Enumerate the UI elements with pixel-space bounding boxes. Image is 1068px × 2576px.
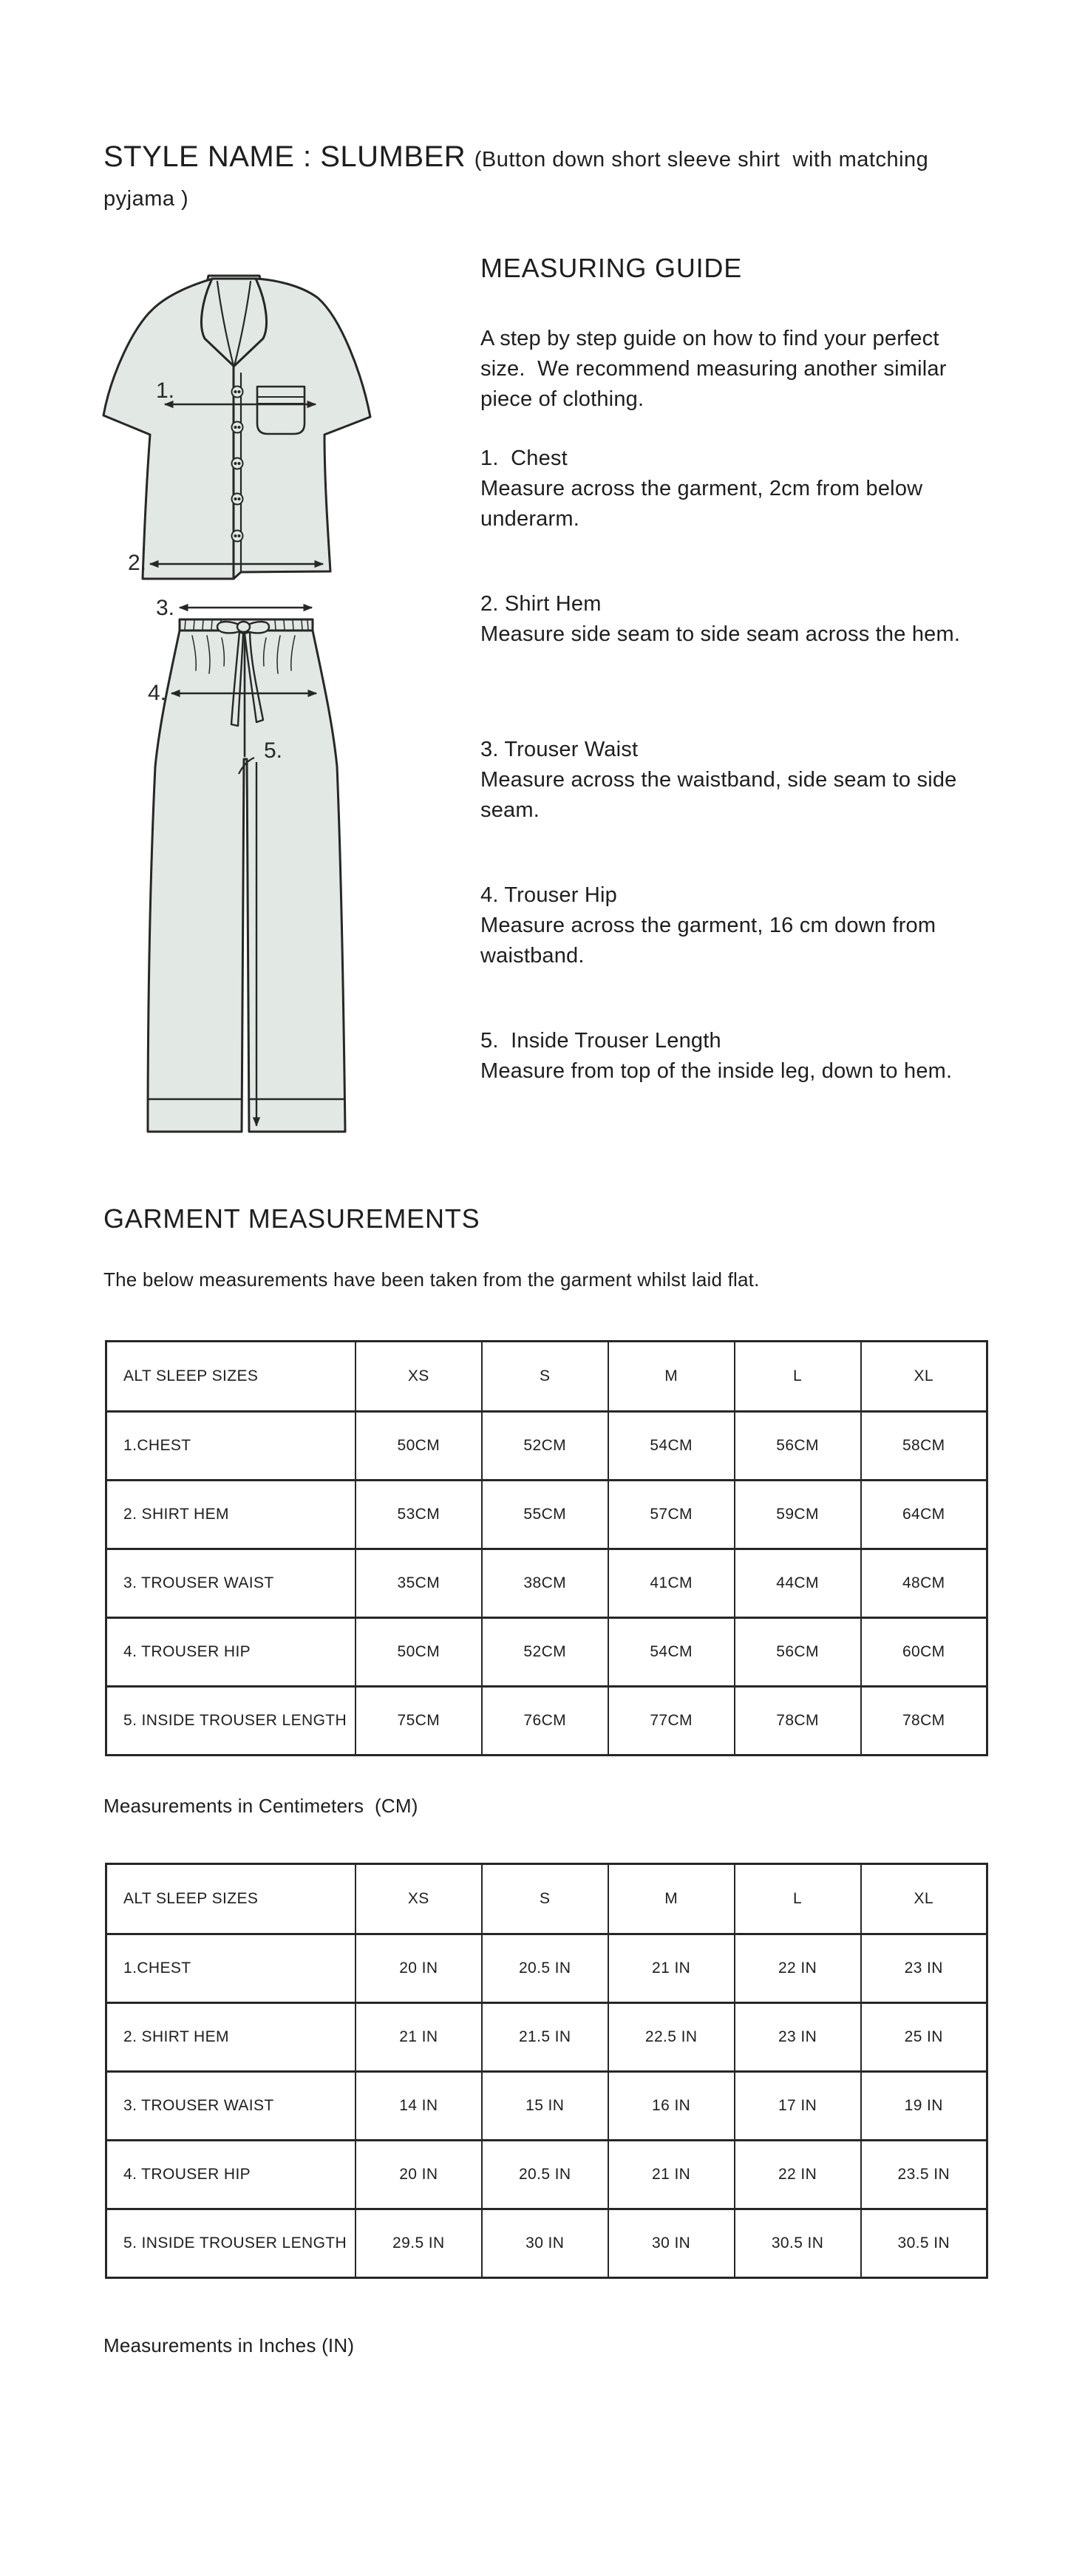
value-cell: 30.5 IN — [861, 2209, 987, 2278]
measuring-step-inside-trouser-length — [480, 1026, 968, 1087]
garment-measurements-intro: The below measurements have been taken from the garment whilst laid flat. — [103, 1268, 760, 1291]
step-title: 2. Shirt Hem — [480, 592, 602, 616]
step-description: Measure side seam to side seam across the hem. — [480, 622, 961, 647]
value-cell: 56CM — [735, 1412, 861, 1481]
header-cell-xl: XL — [861, 1864, 987, 1934]
table-row — [106, 1934, 987, 2003]
value-cell: 59CM — [735, 1481, 861, 1549]
garment-measurements-heading: GARMENT MEASUREMENTS — [103, 1203, 480, 1234]
value-cell: 50CM — [356, 1412, 482, 1481]
page-title — [103, 137, 987, 216]
value-cell: 20 IN — [356, 1934, 482, 2003]
row-label-cell: 4. TROUSER HIP — [106, 1618, 356, 1687]
header-cell-xl: XL — [861, 1342, 987, 1412]
measuring-step-chest — [480, 444, 968, 535]
cm-measurements-table — [105, 1340, 988, 1756]
value-cell: 15 IN — [482, 2072, 608, 2141]
header-cell-m: M — [608, 1342, 735, 1412]
row-label-cell: 4. TROUSER HIP — [106, 2141, 356, 2209]
value-cell: 20.5 IN — [482, 1934, 608, 2003]
value-cell: 35CM — [356, 1549, 482, 1618]
trouser-outline — [148, 631, 345, 1132]
table-row — [106, 2141, 987, 2209]
value-cell: 50CM — [356, 1618, 482, 1687]
row-label-cell: 2. SHIRT HEM — [106, 1481, 356, 1549]
value-cell: 55CM — [482, 1481, 608, 1549]
value-cell: 30.5 IN — [735, 2209, 861, 2278]
table-row — [106, 1687, 987, 1756]
measuring-guide-intro: A step by step guide on how to find your perfect size. We recommend measuring another similar piece of clothing. — [480, 327, 953, 412]
value-cell: 25 IN — [861, 2003, 987, 2072]
style-description: (Button down short sleeve shirt with matching pyjama ) — [103, 148, 935, 211]
label-1: 1. — [155, 378, 174, 403]
measuring-step-shirt-hem — [480, 589, 968, 650]
table-header-row — [106, 1864, 987, 1934]
step-title: 5. Inside Trouser Length — [480, 1029, 721, 1053]
value-cell: 21 IN — [356, 2003, 482, 2072]
table-row — [106, 2003, 987, 2072]
row-label-cell: 5. INSIDE TROUSER LENGTH — [106, 2209, 356, 2278]
value-cell: 30 IN — [482, 2209, 608, 2278]
value-cell: 23 IN — [735, 2003, 861, 2072]
row-label-cell: 5. INSIDE TROUSER LENGTH — [106, 1687, 356, 1756]
value-cell: 22.5 IN — [608, 2003, 735, 2072]
value-cell: 77CM — [608, 1687, 735, 1756]
step-title: 1. Chest — [480, 446, 568, 470]
table-row — [106, 1618, 987, 1687]
pyjama-illustration — [81, 262, 407, 1142]
value-cell: 56CM — [735, 1618, 861, 1687]
value-cell: 20 IN — [356, 2141, 482, 2209]
step-description: Measure across the garment, 16 cm down from waistband. — [480, 914, 942, 968]
step-description: Measure across the garment, 2cm from below underarm. — [480, 477, 929, 531]
value-cell: 52CM — [482, 1618, 608, 1687]
table-row — [106, 2209, 987, 2278]
value-cell: 53CM — [356, 1481, 482, 1549]
value-cell: 54CM — [608, 1412, 735, 1481]
value-cell: 21 IN — [608, 1934, 735, 2003]
value-cell: 16 IN — [608, 2072, 735, 2141]
table-header-row — [106, 1342, 987, 1412]
value-cell: 23.5 IN — [861, 2141, 987, 2209]
value-cell: 21.5 IN — [482, 2003, 608, 2072]
row-label-cell: 3. TROUSER WAIST — [106, 1549, 356, 1618]
value-cell: 41CM — [608, 1549, 735, 1618]
row-label-cell: 1.CHEST — [106, 1412, 356, 1481]
value-cell: 52CM — [482, 1412, 608, 1481]
value-cell: 78CM — [735, 1687, 861, 1756]
header-cell-m: M — [608, 1864, 735, 1934]
header-cell-l: L — [735, 1864, 861, 1934]
header-cell-xs: XS — [356, 1864, 482, 1934]
header-cell-xs: XS — [356, 1342, 482, 1412]
measuring-step-trouser-hip — [480, 880, 968, 972]
header-cell-s: S — [482, 1864, 608, 1934]
value-cell: 22 IN — [735, 2141, 861, 2209]
step-title: 4. Trouser Hip — [480, 883, 617, 907]
value-cell: 29.5 IN — [356, 2209, 482, 2278]
value-cell: 54CM — [608, 1618, 735, 1687]
table-row — [106, 1412, 987, 1481]
cm-table-caption: Measurements in Centimeters (CM) — [103, 1795, 418, 1817]
header-cell-sizes: ALT SLEEP SIZES — [106, 1342, 356, 1412]
value-cell: 19 IN — [861, 2072, 987, 2141]
row-label-cell: 2. SHIRT HEM — [106, 2003, 356, 2072]
header-cell-l: L — [735, 1342, 861, 1412]
step-description: Measure from top of the inside leg, down to hem. — [480, 1059, 953, 1084]
header-cell-s: S — [482, 1342, 608, 1412]
header-cell-sizes: ALT SLEEP SIZES — [106, 1864, 356, 1934]
value-cell: 38CM — [482, 1549, 608, 1618]
value-cell: 14 IN — [356, 2072, 482, 2141]
in-table-caption: Measurements in Inches (IN) — [103, 2334, 355, 2356]
measuring-guide-heading: MEASURING GUIDE — [480, 253, 743, 283]
row-label-cell: 1.CHEST — [106, 1934, 356, 2003]
value-cell: 23 IN — [861, 1934, 987, 2003]
table-row — [106, 1481, 987, 1549]
value-cell: 75CM — [356, 1687, 482, 1756]
value-cell: 22 IN — [735, 1934, 861, 2003]
value-cell: 30 IN — [608, 2209, 735, 2278]
value-cell: 17 IN — [735, 2072, 861, 2141]
value-cell: 58CM — [861, 1412, 987, 1481]
trouser-drawing — [148, 619, 345, 1132]
label-2: 2. — [127, 551, 146, 575]
row-label-cell: 3. TROUSER WAIST — [106, 2072, 356, 2141]
in-measurements-table — [105, 1863, 988, 2279]
style-name: STYLE NAME : SLUMBER — [103, 140, 466, 173]
table-row — [106, 1549, 987, 1618]
value-cell: 21 IN — [608, 2141, 735, 2209]
label-3: 3. — [155, 596, 174, 620]
bow-knot — [237, 622, 250, 632]
label-4: 4. — [147, 681, 166, 705]
value-cell: 60CM — [861, 1618, 987, 1687]
value-cell: 76CM — [482, 1687, 608, 1756]
value-cell: 57CM — [608, 1481, 735, 1549]
step-title: 3. Trouser Waist — [480, 738, 639, 761]
value-cell: 20.5 IN — [482, 2141, 608, 2209]
measuring-step-trouser-waist — [480, 735, 968, 826]
shirt-drawing — [103, 276, 370, 579]
table-row — [106, 2072, 987, 2141]
value-cell: 48CM — [861, 1549, 987, 1618]
step-description: Measure across the waistband, side seam to side seam. — [480, 768, 963, 823]
value-cell: 78CM — [861, 1687, 987, 1756]
label-5: 5. — [264, 738, 283, 763]
value-cell: 64CM — [861, 1481, 987, 1549]
value-cell: 44CM — [735, 1549, 861, 1618]
